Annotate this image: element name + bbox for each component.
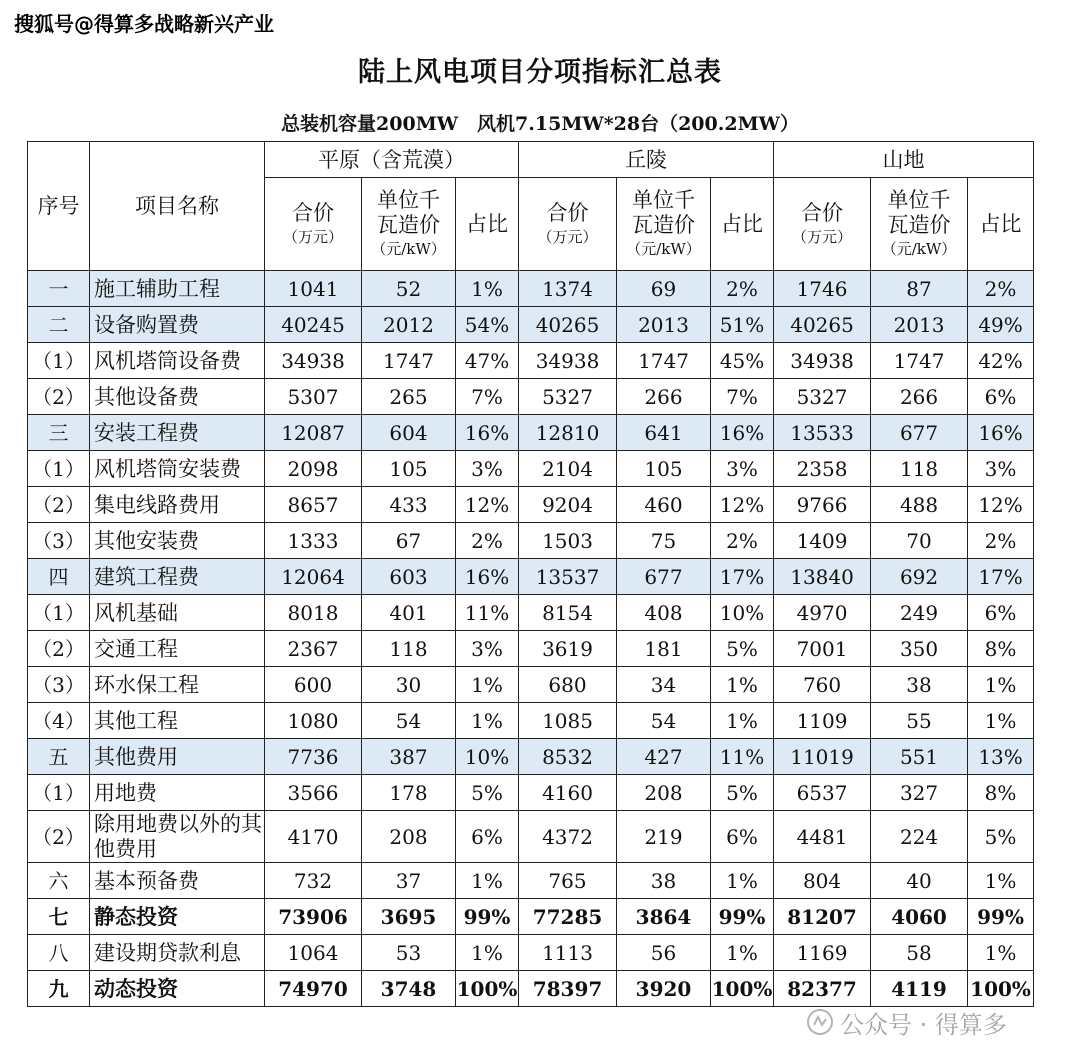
table-row	[28, 935, 1034, 971]
value-cell: 427	[617, 739, 711, 775]
table-row	[28, 703, 1034, 739]
value-cell: 8%	[968, 631, 1034, 667]
value-cell: 78397	[519, 971, 617, 1007]
table-row	[28, 739, 1034, 775]
value-cell: 118	[362, 631, 456, 667]
seq-cell: （1）	[28, 595, 90, 631]
value-cell: 181	[617, 631, 711, 667]
header-total-unit: （万元）	[792, 227, 853, 246]
value-cell: 3748	[362, 971, 456, 1007]
page-title: 陆上风电项目分项指标汇总表	[358, 57, 722, 88]
header-unit-unit: （元/kW）	[881, 240, 957, 258]
value-cell: 2%	[968, 523, 1034, 559]
value-cell: 7001	[774, 631, 871, 667]
header-unit-label-1: 单位千	[887, 188, 951, 212]
value-cell: 77285	[519, 899, 617, 935]
value-cell: 13840	[774, 559, 871, 595]
item-name-cell: 建筑工程费	[90, 559, 265, 595]
value-cell: 603	[362, 559, 456, 595]
item-name-cell: 交通工程	[90, 631, 265, 667]
value-cell: 2%	[968, 271, 1034, 307]
wechat-watermark	[806, 1002, 1007, 1042]
header-group-mountain: 山地	[774, 142, 1034, 178]
seq-cell: 九	[28, 971, 90, 1007]
value-cell: 1%	[968, 667, 1034, 703]
value-cell: 265	[362, 379, 456, 415]
value-cell: 13537	[519, 559, 617, 595]
value-cell: 118	[871, 451, 968, 487]
value-cell: 224	[871, 811, 968, 863]
value-cell: 2%	[456, 523, 519, 559]
value-cell: 604	[362, 415, 456, 451]
table-row	[28, 559, 1034, 595]
value-cell: 760	[774, 667, 871, 703]
value-cell: 82377	[774, 971, 871, 1007]
item-name-cell: 其他工程	[90, 703, 265, 739]
seq-cell: 六	[28, 863, 90, 899]
value-cell: 105	[362, 451, 456, 487]
value-cell: 5%	[456, 775, 519, 811]
value-cell: 10%	[711, 595, 774, 631]
value-cell: 1747	[871, 343, 968, 379]
value-cell: 40265	[519, 307, 617, 343]
value-cell: 81207	[774, 899, 871, 935]
header-unit-label-1: 单位千	[632, 188, 696, 212]
value-cell: 1169	[774, 935, 871, 971]
value-cell: 5327	[519, 379, 617, 415]
value-cell: 1%	[711, 703, 774, 739]
value-cell: 2367	[265, 631, 362, 667]
value-cell: 2358	[774, 451, 871, 487]
header-ratio	[711, 178, 774, 271]
value-cell: 488	[871, 487, 968, 523]
value-cell: 3695	[362, 899, 456, 935]
value-cell: 1109	[774, 703, 871, 739]
value-cell: 2104	[519, 451, 617, 487]
table-row	[28, 343, 1034, 379]
value-cell: 4160	[519, 775, 617, 811]
value-cell: 677	[871, 415, 968, 451]
value-cell: 47%	[456, 343, 519, 379]
table-row	[28, 307, 1034, 343]
value-cell: 5327	[774, 379, 871, 415]
item-name-cell: 用地费	[90, 775, 265, 811]
value-cell: 249	[871, 595, 968, 631]
value-cell: 732	[265, 863, 362, 899]
header-total-price	[519, 178, 617, 271]
value-cell: 12810	[519, 415, 617, 451]
header-ratio	[456, 178, 519, 271]
value-cell: 5%	[711, 775, 774, 811]
value-cell: 1%	[711, 935, 774, 971]
seq-cell: 八	[28, 935, 90, 971]
value-cell: 105	[617, 451, 711, 487]
seq-cell: （4）	[28, 703, 90, 739]
seq-cell: （2）	[28, 487, 90, 523]
value-cell: 1%	[968, 935, 1034, 971]
value-cell: 401	[362, 595, 456, 631]
value-cell: 266	[871, 379, 968, 415]
value-cell: 408	[617, 595, 711, 631]
item-name-cell: 风机塔筒设备费	[90, 343, 265, 379]
value-cell: 45%	[711, 343, 774, 379]
value-cell: 42%	[968, 343, 1034, 379]
value-cell: 1503	[519, 523, 617, 559]
value-cell: 1%	[456, 935, 519, 971]
value-cell: 677	[617, 559, 711, 595]
value-cell: 34938	[774, 343, 871, 379]
table-row	[28, 487, 1034, 523]
value-cell: 34	[617, 667, 711, 703]
value-cell: 1%	[968, 703, 1034, 739]
value-cell: 4481	[774, 811, 871, 863]
seq-cell: （2）	[28, 631, 90, 667]
seq-cell: （3）	[28, 667, 90, 703]
value-cell: 327	[871, 775, 968, 811]
value-cell: 1080	[265, 703, 362, 739]
item-name-cell: 设备购置费	[90, 307, 265, 343]
value-cell: 4970	[774, 595, 871, 631]
value-cell: 551	[871, 739, 968, 775]
value-cell: 52	[362, 271, 456, 307]
value-cell: 8532	[519, 739, 617, 775]
value-cell: 4060	[871, 899, 968, 935]
value-cell: 6%	[456, 811, 519, 863]
value-cell: 5307	[265, 379, 362, 415]
value-cell: 51%	[711, 307, 774, 343]
table-row	[28, 379, 1034, 415]
value-cell: 74970	[265, 971, 362, 1007]
value-cell: 16%	[968, 415, 1034, 451]
value-cell: 67	[362, 523, 456, 559]
value-cell: 11019	[774, 739, 871, 775]
value-cell: 54%	[456, 307, 519, 343]
table-row	[28, 811, 1034, 863]
table-row	[28, 775, 1034, 811]
value-cell: 8018	[265, 595, 362, 631]
seq-cell: 五	[28, 739, 90, 775]
value-cell: 53	[362, 935, 456, 971]
value-cell: 2013	[617, 307, 711, 343]
value-cell: 13533	[774, 415, 871, 451]
value-cell: 1113	[519, 935, 617, 971]
value-cell: 17%	[968, 559, 1034, 595]
value-cell: 75	[617, 523, 711, 559]
value-cell: 17%	[711, 559, 774, 595]
source-watermark: 搜狐号@得算多战略新兴产业	[14, 12, 274, 36]
item-name-cell: 风机基础	[90, 595, 265, 631]
value-cell: 8154	[519, 595, 617, 631]
item-name-cell: 环水保工程	[90, 667, 265, 703]
value-cell: 1374	[519, 271, 617, 307]
value-cell: 2013	[871, 307, 968, 343]
value-cell: 6537	[774, 775, 871, 811]
value-cell: 6%	[968, 595, 1034, 631]
value-cell: 219	[617, 811, 711, 863]
header-group-hills: 丘陵	[519, 142, 774, 178]
value-cell: 4372	[519, 811, 617, 863]
table-row	[28, 899, 1034, 935]
item-name-cell: 其他设备费	[90, 379, 265, 415]
value-cell: 12087	[265, 415, 362, 451]
header-name: 项目名称	[90, 142, 265, 271]
value-cell: 600	[265, 667, 362, 703]
table-row	[28, 271, 1034, 307]
value-cell: 7%	[456, 379, 519, 415]
table-row	[28, 415, 1034, 451]
header-total-unit: （万元）	[282, 227, 343, 246]
value-cell: 12%	[711, 487, 774, 523]
seq-cell: （2）	[28, 811, 90, 863]
value-cell: 49%	[968, 307, 1034, 343]
item-name-cell: 集电线路费用	[90, 487, 265, 523]
value-cell: 4170	[265, 811, 362, 863]
value-cell: 266	[617, 379, 711, 415]
value-cell: 11%	[456, 595, 519, 631]
value-cell: 12%	[968, 487, 1034, 523]
value-cell: 1%	[456, 667, 519, 703]
value-cell: 100%	[456, 971, 519, 1007]
value-cell: 178	[362, 775, 456, 811]
value-cell: 40265	[774, 307, 871, 343]
value-cell: 4119	[871, 971, 968, 1007]
header-unit-cost	[362, 178, 456, 271]
value-cell: 3%	[968, 451, 1034, 487]
header-unit-cost	[617, 178, 711, 271]
value-cell: 8657	[265, 487, 362, 523]
value-cell: 3619	[519, 631, 617, 667]
value-cell: 16%	[711, 415, 774, 451]
value-cell: 12%	[456, 487, 519, 523]
header-unit-cost	[871, 178, 968, 271]
header-ratio	[968, 178, 1034, 271]
value-cell: 3%	[456, 631, 519, 667]
value-cell: 2098	[265, 451, 362, 487]
seq-cell: 二	[28, 307, 90, 343]
value-cell: 10%	[456, 739, 519, 775]
value-cell: 1%	[456, 703, 519, 739]
value-cell: 641	[617, 415, 711, 451]
value-cell: 100%	[968, 971, 1034, 1007]
value-cell: 7%	[711, 379, 774, 415]
item-name-cell: 动态投资	[90, 971, 265, 1007]
value-cell: 37	[362, 863, 456, 899]
header-ratio-label: 占比	[466, 211, 508, 236]
value-cell: 9766	[774, 487, 871, 523]
value-cell: 55	[871, 703, 968, 739]
header-ratio-label: 占比	[979, 211, 1022, 236]
value-cell: 1747	[617, 343, 711, 379]
value-cell: 208	[617, 775, 711, 811]
value-cell: 34938	[519, 343, 617, 379]
item-name-cell: 基本预备费	[90, 863, 265, 899]
value-cell: 54	[362, 703, 456, 739]
value-cell: 2012	[362, 307, 456, 343]
table-row	[28, 863, 1034, 899]
value-cell: 3%	[711, 451, 774, 487]
value-cell: 16%	[456, 559, 519, 595]
value-cell: 38	[617, 863, 711, 899]
value-cell: 54	[617, 703, 711, 739]
header-unit-label-2: 瓦造价	[887, 213, 951, 237]
value-cell: 1064	[265, 935, 362, 971]
value-cell: 1747	[362, 343, 456, 379]
value-cell: 87	[871, 271, 968, 307]
item-name-cell: 其他安装费	[90, 523, 265, 559]
value-cell: 38	[871, 667, 968, 703]
value-cell: 1409	[774, 523, 871, 559]
item-name-cell: 其他费用	[90, 739, 265, 775]
value-cell: 73906	[265, 899, 362, 935]
value-cell: 765	[519, 863, 617, 899]
item-name-cell: 安装工程费	[90, 415, 265, 451]
value-cell: 433	[362, 487, 456, 523]
seq-cell: （3）	[28, 523, 90, 559]
value-cell: 16%	[456, 415, 519, 451]
value-cell: 40	[871, 863, 968, 899]
header-total-price	[265, 178, 362, 271]
item-name-cell: 除用地费以外的其他费用	[90, 811, 265, 863]
value-cell: 460	[617, 487, 711, 523]
table-row	[28, 595, 1034, 631]
table-row	[28, 523, 1034, 559]
seq-cell: （1）	[28, 343, 90, 379]
value-cell: 99%	[456, 899, 519, 935]
value-cell: 350	[871, 631, 968, 667]
header-unit-unit: （元/kW）	[626, 240, 701, 258]
seq-cell: （1）	[28, 451, 90, 487]
value-cell: 5%	[968, 811, 1034, 863]
value-cell: 12064	[265, 559, 362, 595]
value-cell: 7736	[265, 739, 362, 775]
value-cell: 70	[871, 523, 968, 559]
indicator-table	[27, 141, 1034, 1007]
value-cell: 3864	[617, 899, 711, 935]
item-name-cell: 风机塔筒安装费	[90, 451, 265, 487]
value-cell: 1%	[711, 667, 774, 703]
value-cell: 100%	[711, 971, 774, 1007]
table-row	[28, 667, 1034, 703]
value-cell: 8%	[968, 775, 1034, 811]
value-cell: 40245	[265, 307, 362, 343]
item-name-cell: 建设期贷款利息	[90, 935, 265, 971]
value-cell: 9204	[519, 487, 617, 523]
value-cell: 680	[519, 667, 617, 703]
value-cell: 1085	[519, 703, 617, 739]
value-cell: 1%	[456, 271, 519, 307]
item-name-cell: 静态投资	[90, 899, 265, 935]
header-unit-label-1: 单位千	[377, 188, 440, 212]
header-ratio-label: 占比	[721, 211, 764, 236]
value-cell: 3920	[617, 971, 711, 1007]
value-cell: 30	[362, 667, 456, 703]
header-total-label: 合价	[801, 200, 844, 225]
value-cell: 13%	[968, 739, 1034, 775]
table-row	[28, 451, 1034, 487]
page-subtitle: 总装机容量200MW 风机7.15MW*28台（200.2MW）	[281, 113, 799, 135]
wechat-watermark-text: 公众号 · 得算多	[840, 1010, 1007, 1039]
value-cell: 1%	[968, 863, 1034, 899]
value-cell: 1%	[711, 863, 774, 899]
header-total-unit: （万元）	[537, 227, 598, 246]
table-row	[28, 631, 1034, 667]
header-unit-unit: （元/kW）	[371, 240, 446, 258]
seq-cell: （1）	[28, 775, 90, 811]
header-group-plain: 平原（含荒漠）	[265, 142, 519, 178]
seq-cell: （2）	[28, 379, 90, 415]
seq-cell: 三	[28, 415, 90, 451]
value-cell: 6%	[711, 811, 774, 863]
value-cell: 3566	[265, 775, 362, 811]
header-total-label: 合价	[546, 200, 589, 225]
value-cell: 34938	[265, 343, 362, 379]
value-cell: 208	[362, 811, 456, 863]
value-cell: 1041	[265, 271, 362, 307]
value-cell: 692	[871, 559, 968, 595]
value-cell: 5%	[711, 631, 774, 667]
wechat-logo-icon	[806, 1008, 834, 1036]
seq-cell: 七	[28, 899, 90, 935]
item-name-cell: 施工辅助工程	[90, 271, 265, 307]
value-cell: 6%	[968, 379, 1034, 415]
value-cell: 69	[617, 271, 711, 307]
value-cell: 3%	[456, 451, 519, 487]
value-cell: 387	[362, 739, 456, 775]
value-cell: 804	[774, 863, 871, 899]
seq-cell: 一	[28, 271, 90, 307]
header-unit-label-2: 瓦造价	[632, 213, 696, 237]
value-cell: 11%	[711, 739, 774, 775]
value-cell: 2%	[711, 271, 774, 307]
header-unit-label-2: 瓦造价	[377, 213, 440, 237]
value-cell: 58	[871, 935, 968, 971]
header-seq: 序号	[28, 142, 90, 271]
header-total-price	[774, 178, 871, 271]
seq-cell: 四	[28, 559, 90, 595]
value-cell: 1746	[774, 271, 871, 307]
value-cell: 56	[617, 935, 711, 971]
header-total-label: 合价	[292, 200, 334, 225]
value-cell: 99%	[711, 899, 774, 935]
value-cell: 1%	[456, 863, 519, 899]
value-cell: 1333	[265, 523, 362, 559]
value-cell: 99%	[968, 899, 1034, 935]
value-cell: 2%	[711, 523, 774, 559]
